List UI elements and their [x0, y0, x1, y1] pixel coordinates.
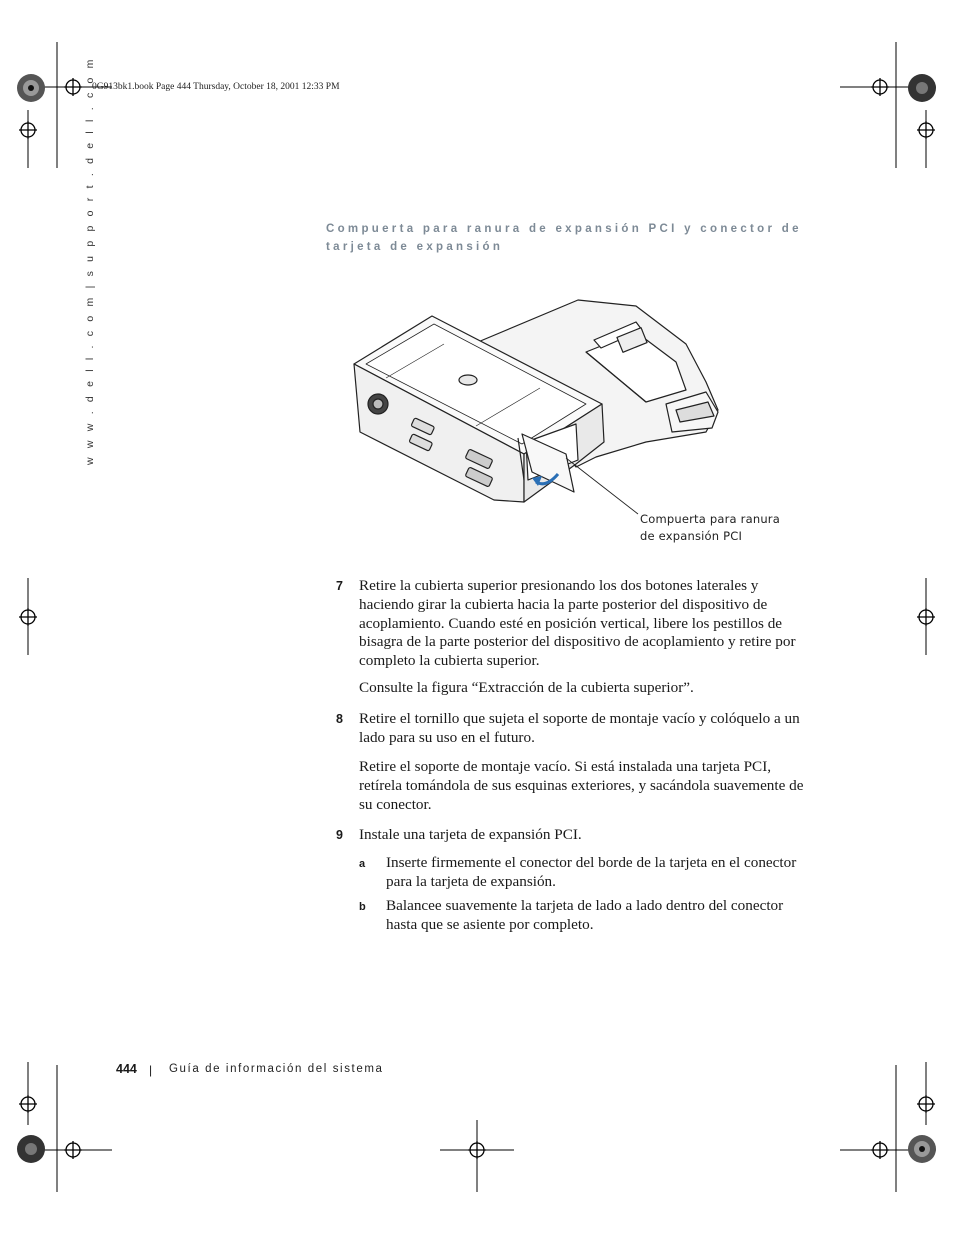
- step-7: [336, 577, 812, 672]
- step-text: Retire el tornillo que sujeta el soporte de montaje vacío y colóquelo a un lado para su uso en el futuro.: [359, 710, 800, 746]
- step-number: 8: [336, 712, 343, 726]
- substep-a: [359, 854, 811, 894]
- step-number: 7: [336, 579, 343, 593]
- substep-letter: b: [359, 901, 366, 913]
- page-number: 444: [116, 1062, 137, 1076]
- substep-b: [359, 897, 811, 937]
- print-header: 0G913bk1.book Page 444 Thursday, October 18, 2001 12:33 PM: [92, 82, 340, 92]
- substep-text: Inserte firmemente el conector del borde de la tarjeta en el conector para la tarjeta de expansión.: [386, 854, 797, 890]
- substep-text: Balancee suavemente la tarjeta de lado a lado dentro del conector hasta que se asiente por completo.: [386, 897, 784, 933]
- step-text: Instale una tarjeta de expansión PCI.: [359, 826, 582, 843]
- step-8: [336, 710, 812, 750]
- callout-line-2: de expansión PCI: [640, 529, 743, 543]
- figure-callout: [640, 511, 780, 545]
- figure-title: Compuerta para ranura de expansión PCI y conector de tarjeta de expansión: [326, 223, 802, 253]
- step-8-note: Retire el soporte de montaje vacío. Si está instalada una tarjeta PCI, retírela tomándola de sus esquinas exteriores, y sacándola suavemente de su conector.: [359, 758, 804, 813]
- footer-title: Guía de información del sistema: [169, 1063, 384, 1075]
- substep-letter: a: [359, 858, 366, 870]
- step-7-note: Consulte la figura “Extracción de la cubierta superior”.: [359, 679, 694, 696]
- step-text: Retire la cubierta superior presionando los dos botones laterales y haciendo girar la cubierta hacia la parte posterior del dispositivo de acoplamiento. Cuando esté en posición vertical, libere los pestillos de bisagra de la parte posterior del dispositivo de acoplamiento y retire por completo la cubierta superior.: [359, 577, 796, 670]
- step-number: 9: [336, 828, 343, 842]
- step-9: [336, 826, 812, 846]
- callout-line-1: Compuerta para ranura: [640, 512, 780, 526]
- footer-separator: |: [149, 1063, 153, 1077]
- side-url: w w w . d e l l . c o m | s u p p o r t . d e l l . c o m: [84, 56, 96, 465]
